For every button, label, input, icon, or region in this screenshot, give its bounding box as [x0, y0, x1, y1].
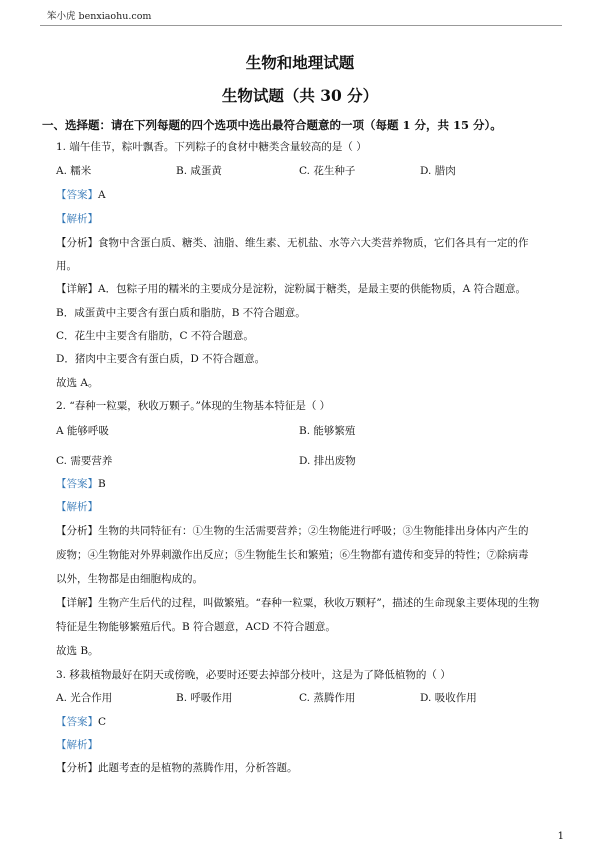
- fenxi-text: 此题考查的是植物的蒸腾作用，分析答题。: [98, 762, 298, 774]
- answer-label: 【答案】: [56, 478, 98, 490]
- answer-value: B: [98, 478, 106, 490]
- q2-option-a: A 能够呼吸: [56, 425, 109, 437]
- paper-title: 生物和地理试题: [245, 53, 355, 72]
- q2-option-c: C. 需要营养: [56, 455, 113, 467]
- q1-fenxi: [56, 235, 529, 250]
- header-divider: [40, 25, 562, 26]
- xiangjie-text: A．包粽子用的糯米的主要成分是淀粉，淀粉属于糖类，是最主要的供能物质，A 符合题意。: [98, 283, 527, 295]
- q3-option-a: A. 光合作用: [56, 692, 113, 704]
- page-header: 笨小虎 benxiaohu.com: [47, 11, 152, 22]
- q1-fenxi-cont: 用。: [56, 260, 77, 272]
- q1-detail-b: B．咸蛋黄中主要含有蛋白质和脂肪，B 不符合题意。: [56, 307, 306, 319]
- q3-fenxi: [56, 760, 298, 775]
- q3-option-b: B. 呼吸作用: [176, 692, 233, 704]
- section-heading: 一、选择题：请在下列每题的四个选项中选出最符合题意的一项（每题 1 分，共 15 分）。: [42, 118, 502, 132]
- fenxi-label: 【分析】: [56, 237, 98, 249]
- question-3-stem: 3. 移栽植物最好在阴天或傍晚，必要时还要去掉部分枝叶，这是为了降低植物的（ ）: [56, 669, 451, 681]
- q3-option-d: D. 吸收作用: [420, 692, 477, 704]
- q2-xiangjie: [56, 595, 539, 610]
- q1-option-b: B. 咸蛋黄: [176, 165, 222, 177]
- q2-answer: [56, 476, 106, 491]
- q1-analysis-label: 【解析】: [56, 213, 98, 225]
- fenxi-label: 【分析】: [56, 525, 98, 537]
- q2-fenxi: [56, 523, 529, 538]
- paper-subtitle: 生物试题（共 30 分）: [221, 86, 379, 105]
- page-number: 1: [557, 831, 564, 842]
- q2-option-b: B. 能够繁殖: [299, 425, 356, 437]
- q2-conclusion: 故选 B。: [56, 645, 99, 657]
- fenxi-text: 食物中含蛋白质、糖类、油脂、维生素、无机盐、水等六大类营养物质，它们各具有一定的作: [98, 237, 529, 249]
- question-1-stem: 1. 端午佳节，粽叶飘香。下列粽子的食材中糖类含量较高的是（ ）: [56, 141, 367, 153]
- fenxi-text: 生物的共同特征有：①生物的生活需要营养；②生物能进行呼吸；③生物能排出身体内产生的: [98, 525, 529, 537]
- answer-label: 【答案】: [56, 189, 98, 201]
- q1-option-a: A. 糯米: [56, 165, 92, 177]
- answer-value: C: [98, 716, 107, 728]
- q1-answer: [56, 187, 106, 202]
- q2-option-d: D. 排出废物: [299, 455, 356, 467]
- q1-xiangjie: [56, 281, 526, 296]
- q3-analysis-label: 【解析】: [56, 739, 98, 751]
- q3-answer: [56, 714, 106, 729]
- xiangjie-label: 【详解】: [56, 597, 98, 609]
- q2-fenxi-cont1: 废物；④生物能对外界刺激作出反应；⑤生物能生长和繁殖；⑥生物都有遗传和变异的特性；⑦除病毒: [56, 549, 529, 561]
- q1-detail-c: C．花生中主要含有脂肪，C 不符合题意。: [56, 330, 254, 342]
- q1-detail-d: D．猪肉中主要含有蛋白质，D 不符合题意。: [56, 353, 266, 365]
- q1-option-d: D. 腊肉: [420, 165, 456, 177]
- q2-fenxi-cont2: 以外，生物都是由细胞构成的。: [56, 573, 203, 585]
- fenxi-label: 【分析】: [56, 762, 98, 774]
- q1-conclusion: 故选 A。: [56, 377, 99, 389]
- q3-option-c: C. 蒸腾作用: [299, 692, 356, 704]
- question-2-stem: 2. “春种一粒粟，秋收万颗子。”体现的生物基本特征是（ ）: [56, 400, 331, 412]
- xiangjie-label: 【详解】: [56, 283, 98, 295]
- q2-xiangjie-cont: 特征是生物能够繁殖后代。B 符合题意，ACD 不符合题意。: [56, 621, 336, 633]
- q2-analysis-label: 【解析】: [56, 501, 98, 513]
- answer-value: A: [98, 189, 106, 201]
- xiangjie-text: 生物产生后代的过程，叫做繁殖。“春种一粒粟，秋收万颗籽”，描述的生命现象主要体现的生物: [98, 597, 540, 609]
- q1-option-c: C. 花生种子: [299, 165, 356, 177]
- answer-label: 【答案】: [56, 716, 98, 728]
